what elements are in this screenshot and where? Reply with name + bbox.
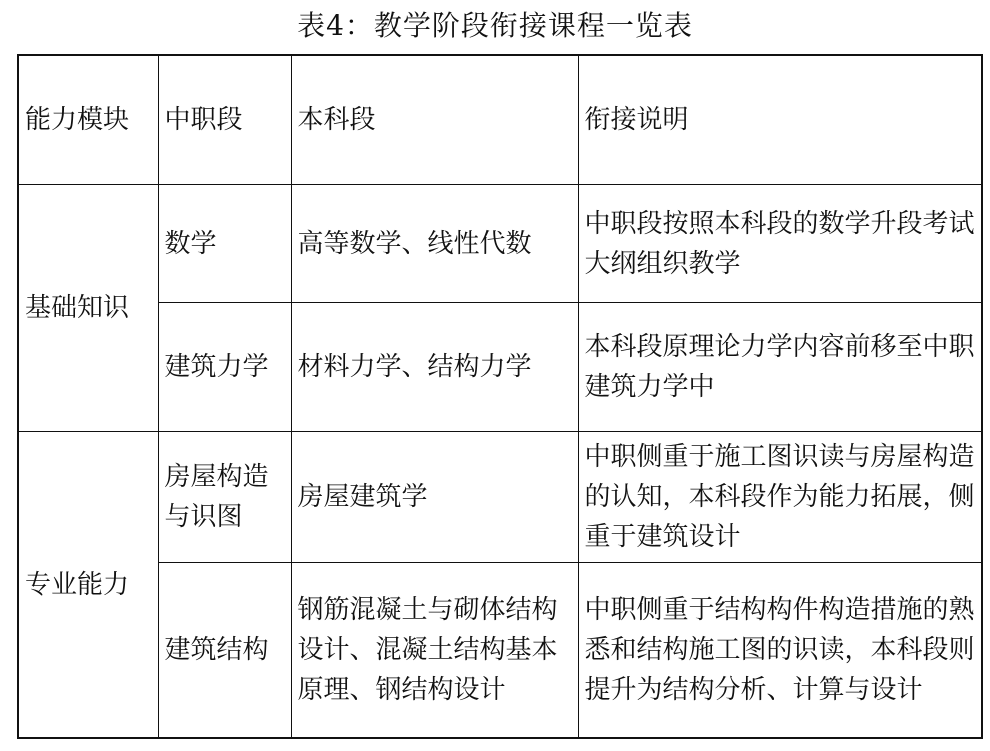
table-row <box>18 563 982 739</box>
module-cell: 专业能力 <box>18 432 158 739</box>
header-secondary: 中职段 <box>158 55 291 185</box>
undergraduate-cell: 钢筋混凝土与砌体结构设计、混凝土结构基本原理、钢结构设计 <box>291 563 578 739</box>
table-row <box>18 303 982 432</box>
table-caption: 表4：教学阶段衔接课程一览表 <box>297 9 693 42</box>
note-cell: 中职侧重于结构构件构造措施的熟悉和结构施工图的识读，本科段则提升为结构分析、计算与设计 <box>578 563 982 739</box>
header-module: 能力模块 <box>18 55 158 185</box>
secondary-cell: 建筑力学 <box>158 303 291 432</box>
header-note: 衔接说明 <box>578 55 982 185</box>
secondary-cell: 数学 <box>158 185 291 303</box>
secondary-cell: 房屋构造与识图 <box>158 432 291 563</box>
module-cell: 基础知识 <box>18 185 158 432</box>
header-undergraduate: 本科段 <box>291 55 578 185</box>
secondary-cell: 建筑结构 <box>158 563 291 739</box>
table-row <box>18 432 982 563</box>
course-table <box>17 54 983 739</box>
table-header-row <box>18 55 982 185</box>
undergraduate-cell: 高等数学、线性代数 <box>291 185 578 303</box>
undergraduate-cell: 房屋建筑学 <box>291 432 578 563</box>
note-cell: 中职侧重于施工图识读与房屋构造的认知，本科段作为能力拓展，侧重于建筑设计 <box>578 432 982 563</box>
note-cell: 本科段原理论力学内容前移至中职建筑力学中 <box>578 303 982 432</box>
note-cell: 中职段按照本科段的数学升段考试大纲组织教学 <box>578 185 982 303</box>
undergraduate-cell: 材料力学、结构力学 <box>291 303 578 432</box>
table-row <box>18 185 982 303</box>
